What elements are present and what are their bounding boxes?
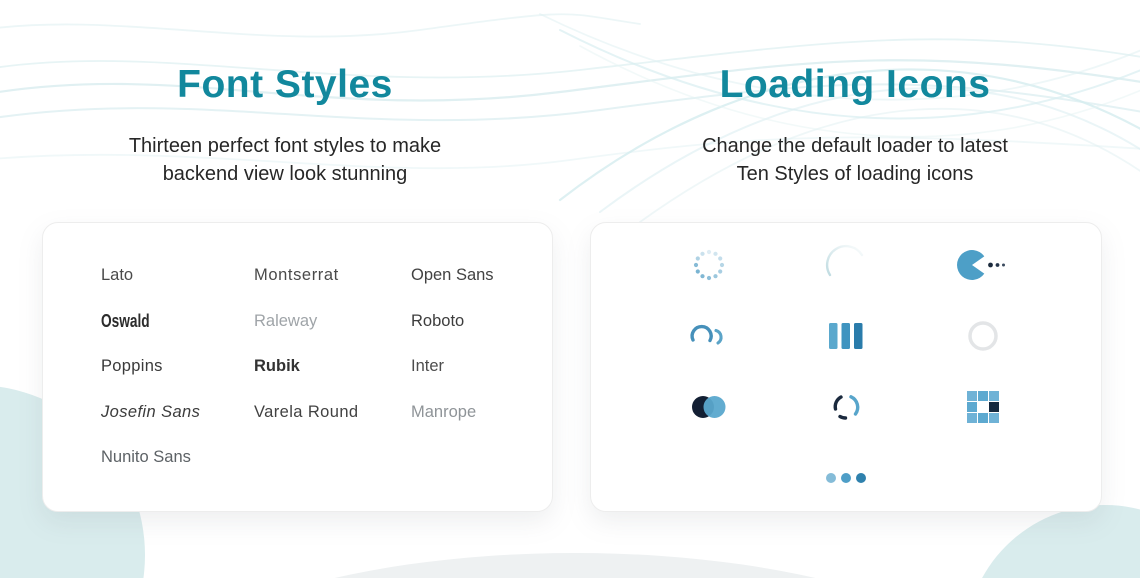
font-styles-title: Font Styles [177, 63, 393, 106]
font-item-oswald: Oswald [101, 310, 150, 331]
loading-icons-title: Loading Icons [719, 63, 991, 106]
font-item-lato: Lato [101, 266, 134, 285]
loading-icons-subtitle-line2: Ten Styles of loading icons [736, 163, 974, 185]
font-item-nunito-sans: Nunito Sans [101, 448, 191, 467]
font-item-montserrat: Montserrat [254, 266, 339, 285]
font-styles-subtitle-line1: Thirteen perfect font styles to make [128, 135, 442, 157]
font-item-rubik: Rubik [254, 357, 300, 376]
loading-icons-section [570, 0, 1140, 578]
font-item-open-sans: Open Sans [411, 266, 494, 285]
font-item-varela-round: Varela Round [254, 402, 359, 421]
font-item-manrope: Manrope [411, 402, 477, 421]
font-item-roboto: Roboto [411, 311, 465, 330]
font-item-josefin-sans: Josefin Sans [101, 402, 201, 421]
font-styles-subtitle-line2: backend view look stunning [162, 163, 408, 185]
loading-icons-subtitle-line1: Change the default loader to latest [702, 135, 1008, 157]
loading-icons-subtitle [570, 132, 1140, 188]
font-item-poppins: Poppins [101, 357, 163, 376]
font-styles-subtitle [0, 132, 570, 188]
font-item-inter: Inter [411, 357, 445, 376]
font-item-raleway: Raleway [254, 311, 318, 330]
